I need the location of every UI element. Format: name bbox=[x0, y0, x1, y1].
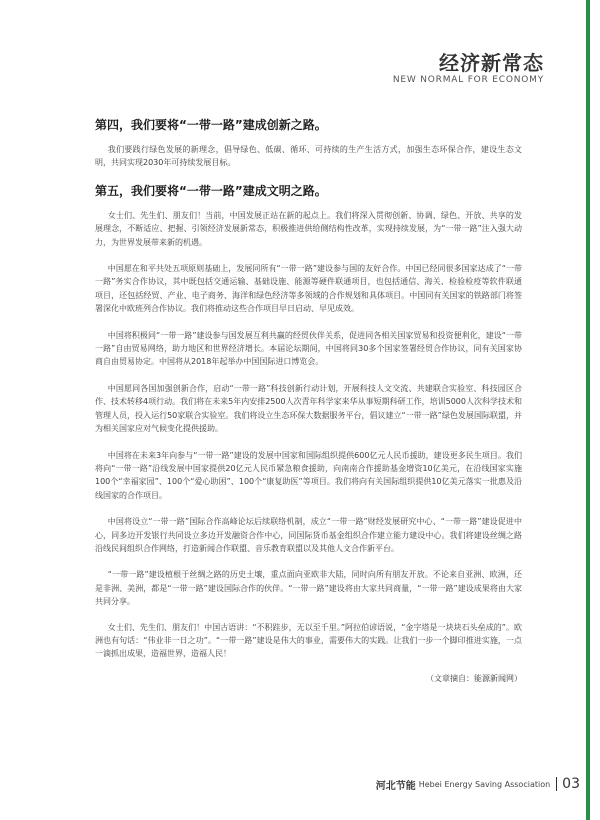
paragraph: 中国将积极同“一带一路”建设参与国发展互利共赢的经贸伙伴关系，促进同各相关国家贸易和投资便利化，建设“一带一路”自由贸易网络，助力地区和世界经济增长。本届论坛期间，中国将同30多个国家签署经贸合作协议，同有关国家协商自由贸易协定。中国将从2018年起举办中国国际进口博览会。 bbox=[95, 330, 522, 367]
heading-fifth: 第五，我们要将“一带一路”建成文明之路。 bbox=[95, 183, 327, 198]
page-number: 03 bbox=[562, 776, 580, 792]
accent-bar bbox=[586, 0, 590, 820]
page-footer bbox=[376, 776, 580, 792]
footer-divider bbox=[556, 777, 557, 791]
section-title: 经济新常态 bbox=[439, 51, 544, 75]
footer-org: 河北节能 bbox=[375, 780, 416, 792]
paragraph: 中国将设立“一带一路”国际合作高峰论坛后续联络机制，成立“一带一路”财经发展研究中心、“一带一路”建设促进中心，同多边开发银行共同设立多边开发融资合作中心，同国际货币基金组织合作建立能力建设中心。我们将建设丝绸之路沿线民间组织合作网络，打造新闻合作联盟、音乐教育联盟以及其他人文合作新平台。 bbox=[95, 517, 522, 553]
footer-org-english: Hebei Energy Saving Association bbox=[418, 779, 551, 789]
paragraph: 我们要践行绿色发展的新理念，倡导绿色、低碳、循环、可持续的生产生活方式，加强生态环保合作，建设生态文明，共同实现2030年可持续发展目标。 bbox=[95, 145, 522, 168]
heading-fourth: 第四，我们要将“一带一路”建成创新之路。 bbox=[95, 118, 327, 132]
paragraph: 中国愿同各国加强创新合作，启动“一带一路”科技创新行动计划，开展科技人文交流、共建联合实验室、科技园区合作、技术转移4项行动。我们将在未来5年内安排2500人次青年科学家来华从事短期科研工作，培训5000人次科学技术和管理人员，投入运行50家联合实验室。我们将设立生态环保大数据服务平台，倡议建立“一带一路”绿色发展国际联盟，并为相关国家应对气候变化提供援助。 bbox=[95, 383, 522, 434]
section-subtitle: NEW NORMAL FOR ECONOMY bbox=[392, 75, 544, 85]
paragraph: 中国将在未来3年向参与“一带一路”建设的发展中国家和国际组织提供600亿元人民币援助，建设更多民生项目。我们将向“一带一路”沿线发展中国家提供20亿元人民币紧急粮食援助，向南南合作援助基金增资10亿美元，在沿线国家实施100个“幸福家园”、100个“爱心助困”、100个“康复助医”等项目。我们将向有关国际组织提供10亿美元落实一批惠及沿线国家的合作项目。 bbox=[95, 450, 522, 500]
paragraph: 中国愿在和平共处五项原则基础上，发展同所有“一带一路”建设参与国的友好合作。中国已经同很多国家达成了“一带一路”务实合作协议，其中既包括交通运输、基础设施、能源等硬件联通项目，也包括通信、海关、检验检疫等软件联通项目，还包括经贸、产业、电子商务、海洋和绿色经济等多领域的合作规划和具体项目。中国同有关国家的铁路部门将签署深化中欧班列合作协议。我们将推动这些合作项目早日启动、早见成效。 bbox=[95, 264, 522, 314]
article-source: （文章摘自：能源新闻网） bbox=[426, 673, 522, 683]
paragraph: 女士们、先生们、朋友们！中国古语讲：“不积跬步，无以至千里。”阿拉伯谚语说，“金字塔是一块块石头垒成的”。欧洲也有句话：“伟业非一日之功”。“一带一路”建设是伟大的事业，需要伟大的实践。让我们一步一个脚印推进实施，一点一滴抓出成果，造福世界，造福人民！ bbox=[95, 622, 522, 659]
paragraph: “一带一路”建设植根于丝绸之路的历史土壤，重点面向亚欧非大陆，同时向所有朋友开放。不论来自亚洲、欧洲，还是非洲、美洲，都是“一带一路”建设国际合作的伙伴。“一带一路”建设将由大家共同商量，“一带一路”建设成果将由大家共同分享。 bbox=[95, 570, 522, 607]
paragraph: 女士们、先生们、朋友们！当前，中国发展正站在新的起点上。我们将深入贯彻创新、协调、绿色、开放、共享的发展理念，不断适应、把握、引领经济发展新常态，积极推进供给侧结构性改革，实现持续发展，为“一带一路”注入强大动力，为世界发展带来新的机遇。 bbox=[95, 210, 522, 247]
article-body bbox=[95, 117, 522, 684]
